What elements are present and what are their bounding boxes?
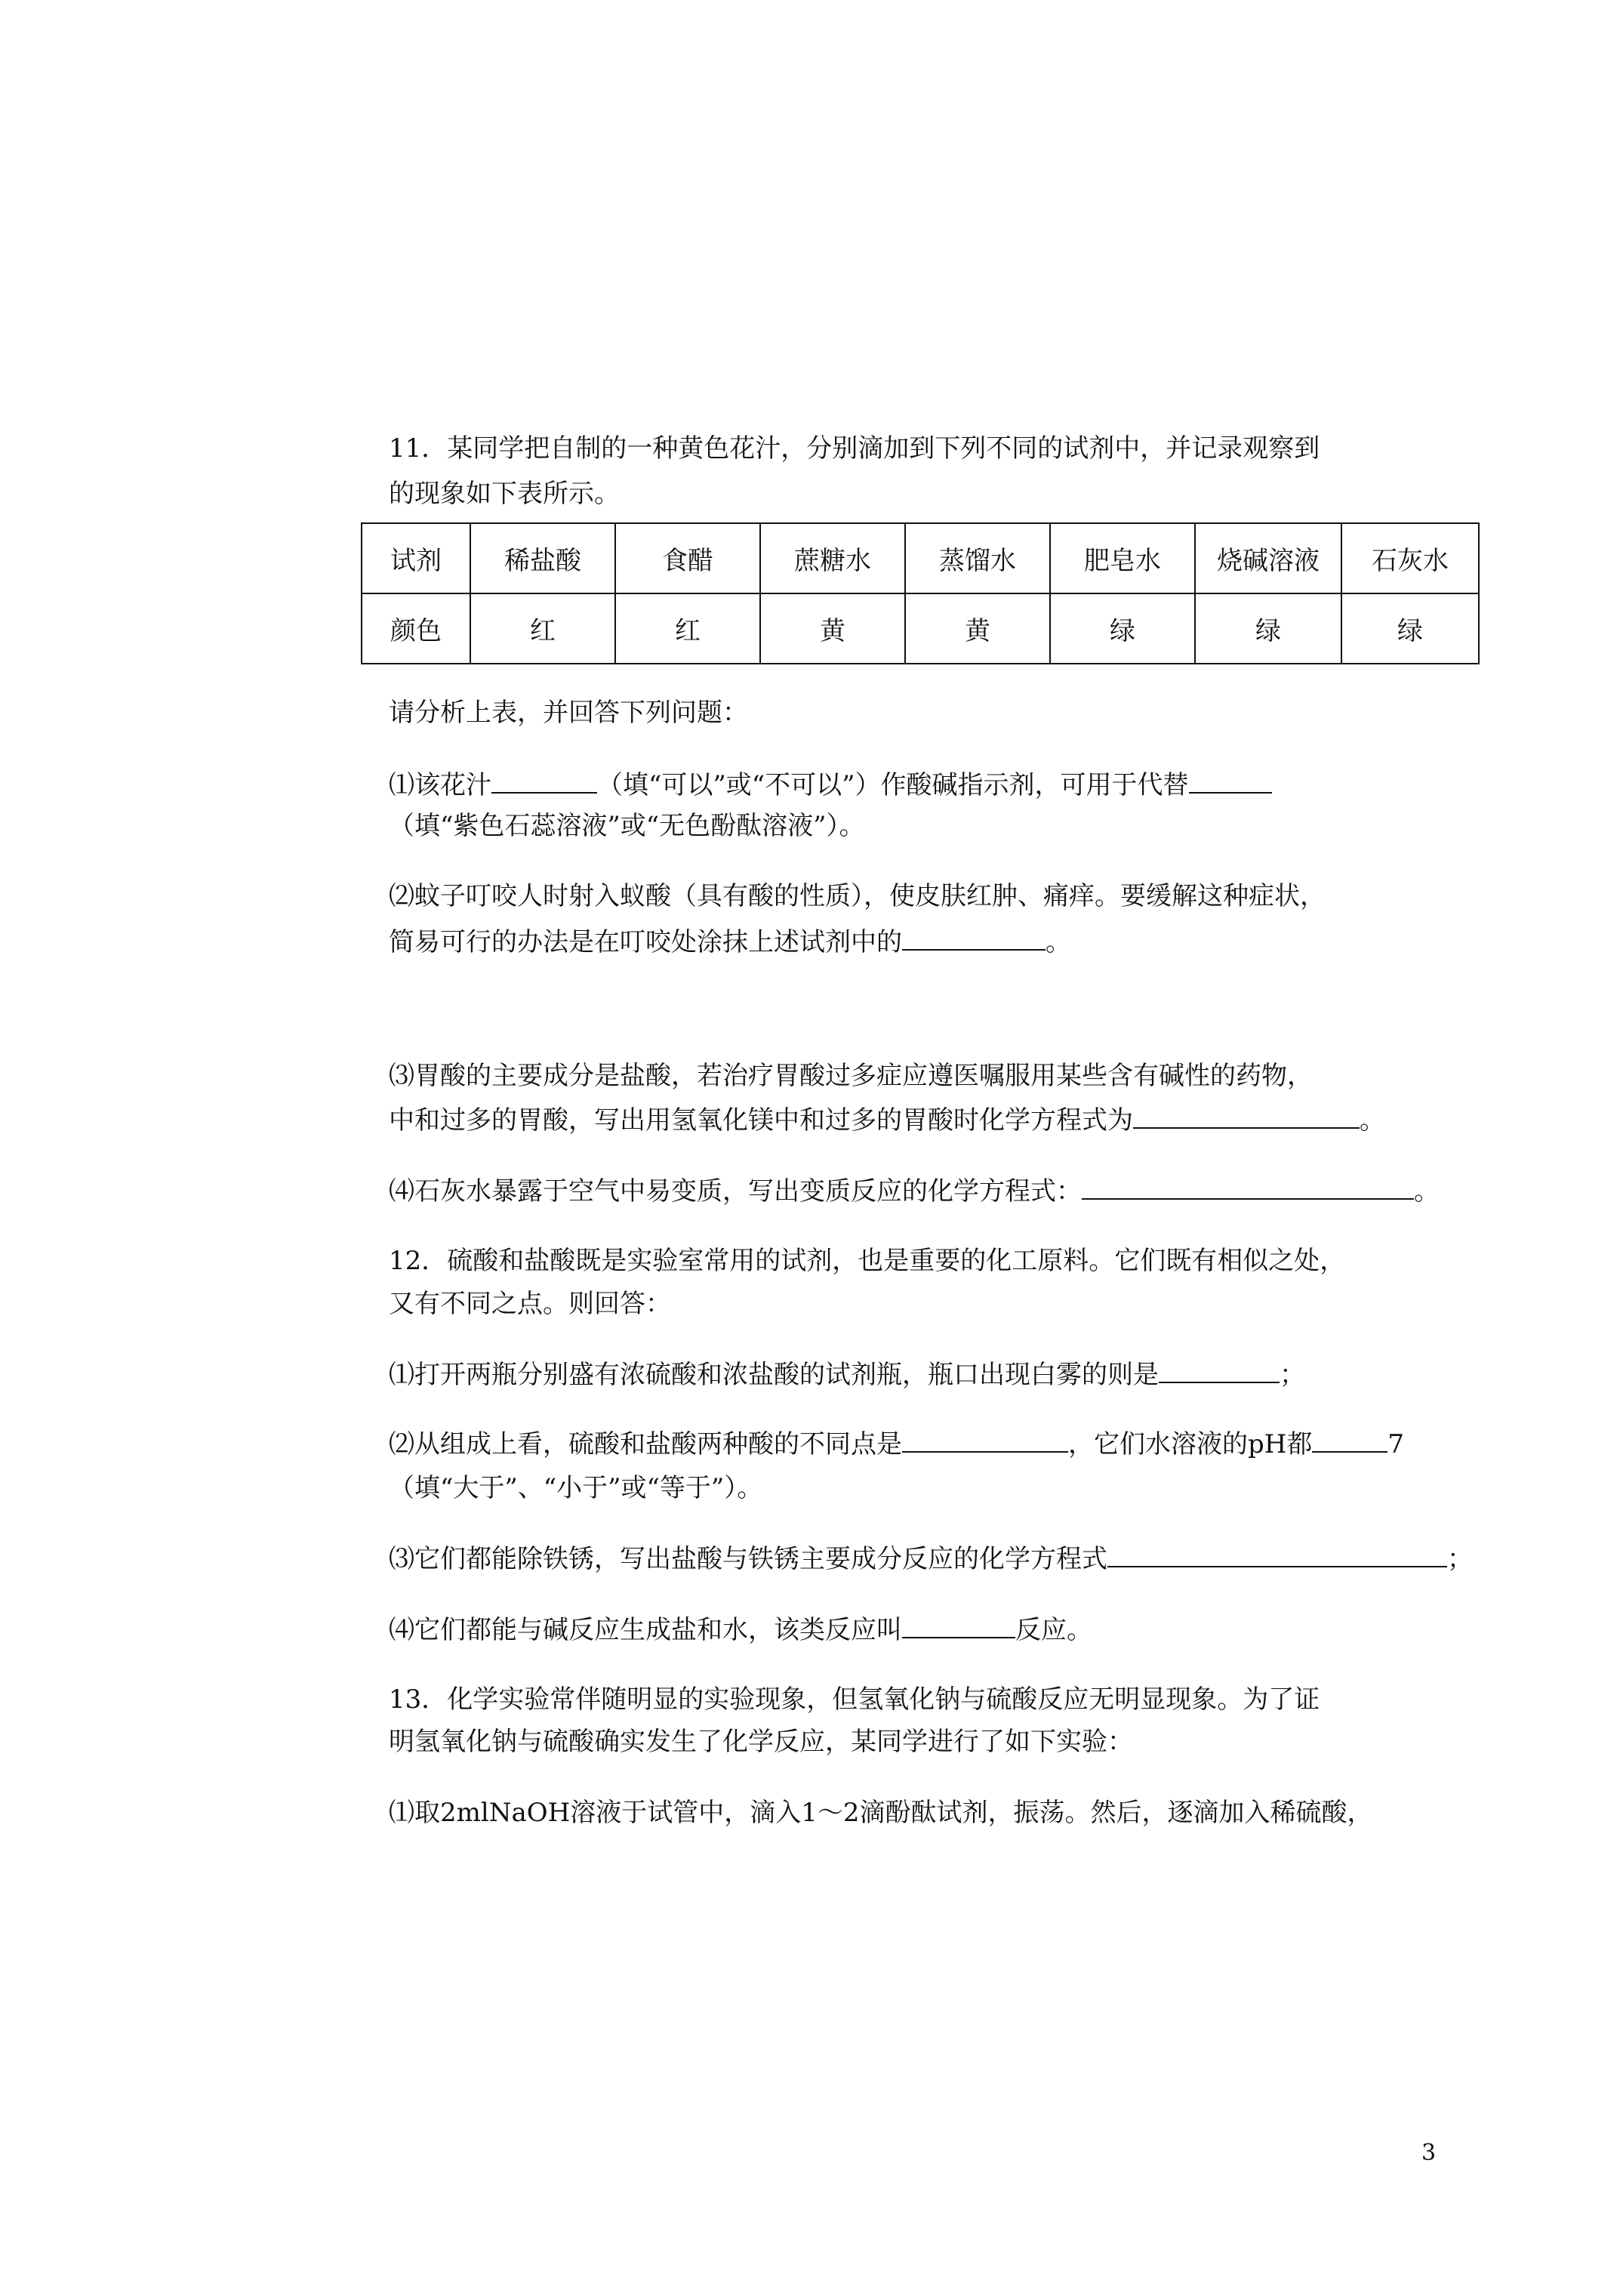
q13-stem-line1: 13．化学实验常伴随明显的实验现象，但氢氧化钠与硫酸反应无明显现象。为了证 [389, 1684, 1320, 1715]
table-cell: 烧碱溶液 [1195, 523, 1341, 593]
q12-part1-text: ⑴打开两瓶分别盛有浓硫酸和浓盐酸的试剂瓶，瓶口出现白雾的则是 [389, 1360, 1159, 1390]
answer-blank[interactable] [1159, 1359, 1280, 1383]
q12-part1-end: ； [1280, 1360, 1305, 1390]
table-cell: 石灰水 [1341, 523, 1479, 593]
q11-part3-line1: ⑶胃酸的主要成分是盐酸，若治疗胃酸过多症应遵医嘱服用某些含有碱性的药物， [389, 1061, 1313, 1091]
q11-stem-line1: 11．某同学把自制的一种黄色花汁，分别滴加到下列不同的试剂中，并记录观察到 [389, 433, 1320, 464]
q11-part1-text-b: （填“可以”或“不可以”）作酸碱指示剂，可用于代替 [597, 770, 1189, 800]
q12-part2-text-c: 7 [1387, 1429, 1405, 1459]
table-cell: 食醋 [615, 523, 760, 593]
q11-part4-end: 。 [1414, 1176, 1440, 1207]
q11-part1-text-a: ⑴该花汁 [389, 770, 491, 800]
q12-stem-line1: 12．硫酸和盐酸既是实验室常用的试剂，也是重要的化工原料。它们既有相似之处， [389, 1246, 1346, 1276]
q12-part3 [389, 1543, 1473, 1574]
answer-blank[interactable] [1189, 769, 1272, 794]
table-row [362, 523, 1479, 593]
q11-part2-line1: ⑵蚊子叮咬人时射入蚁酸（具有酸的性质），使皮肤红肿、痛痒。要缓解这种症状， [389, 881, 1326, 911]
answer-blank[interactable] [1312, 1428, 1387, 1453]
q12-part4-text-b: 反应。 [1015, 1615, 1092, 1645]
table-cell: 黄 [760, 593, 905, 664]
table-cell: 蔗糖水 [760, 523, 905, 593]
q11-part1-line1 [389, 769, 1272, 800]
q12-part2-text-a: ⑵从组成上看，硫酸和盐酸两种酸的不同点是 [389, 1429, 902, 1459]
table-cell: 稀盐酸 [470, 523, 615, 593]
answer-blank[interactable] [1082, 1176, 1414, 1200]
q11-part1-line2: （填“紫色石蕊溶液”或“无色酚酞溶液”）。 [389, 811, 865, 841]
page-number: 3 [1421, 2140, 1437, 2166]
q11-part4 [389, 1176, 1440, 1207]
q12-stem-line2: 又有不同之点。则回答： [389, 1289, 671, 1319]
table-cell: 绿 [1341, 593, 1479, 664]
q12-part4 [389, 1614, 1092, 1645]
table-cell: 绿 [1050, 593, 1195, 664]
table-row [362, 593, 1479, 664]
answer-blank[interactable] [1133, 1105, 1360, 1129]
answer-blank[interactable] [491, 769, 597, 794]
table-cell: 黄 [905, 593, 1050, 664]
table-cell: 红 [615, 593, 760, 664]
q11-part2-end: 。 [1046, 927, 1071, 957]
q12-part2-line2: （填“大于”、“小于”或“等于”）。 [389, 1473, 763, 1503]
reagent-color-table [361, 522, 1480, 664]
q13-stem-line2: 明氢氧化钠与硫酸确实发生了化学反应，某同学进行了如下实验： [389, 1727, 1133, 1757]
q12-part1 [389, 1359, 1305, 1390]
answer-blank[interactable] [902, 1614, 1015, 1638]
q11-part2-line2 [389, 926, 1071, 957]
table-cell: 红 [470, 593, 615, 664]
q12-part3-text: ⑶它们都能除铁锈，写出盐酸与铁锈主要成分反应的化学方程式 [389, 1544, 1107, 1574]
answer-blank[interactable] [902, 1428, 1068, 1453]
q11-part2-text: 简易可行的办法是在叮咬处涂抹上述试剂中的 [389, 927, 902, 957]
answer-blank[interactable] [1107, 1543, 1447, 1567]
table-cell: 肥皂水 [1050, 523, 1195, 593]
q11-part3-end: 。 [1360, 1105, 1385, 1136]
q12-part3-end: ； [1447, 1544, 1473, 1574]
q11-part3-text: 中和过多的胃酸，写出用氢氧化镁中和过多的胃酸时化学方程式为 [389, 1105, 1133, 1136]
q12-part4-text-a: ⑷它们都能与碱反应生成盐和水，该类反应叫 [389, 1615, 902, 1645]
table-cell: 试剂 [362, 523, 470, 593]
answer-blank[interactable] [902, 926, 1046, 951]
q11-prompt: 请分析上表，并回答下列问题： [389, 698, 748, 728]
table-cell: 蒸馏水 [905, 523, 1050, 593]
q11-part3-line2 [389, 1105, 1385, 1136]
q12-part2-text-b: ，它们水溶液的pH都 [1068, 1429, 1313, 1459]
q12-part2-line1 [389, 1428, 1404, 1459]
table-cell: 颜色 [362, 593, 470, 664]
q11-stem-line2: 的现象如下表所示。 [389, 479, 620, 509]
table-cell: 绿 [1195, 593, 1341, 664]
q13-part1: ⑴取2mlNaOH溶液于试管中，滴入1～2滴酚酞试剂，振荡。然后，逐滴加入稀硫酸， [389, 1798, 1373, 1828]
q11-part4-text: ⑷石灰水暴露于空气中易变质，写出变质反应的化学方程式： [389, 1176, 1082, 1207]
